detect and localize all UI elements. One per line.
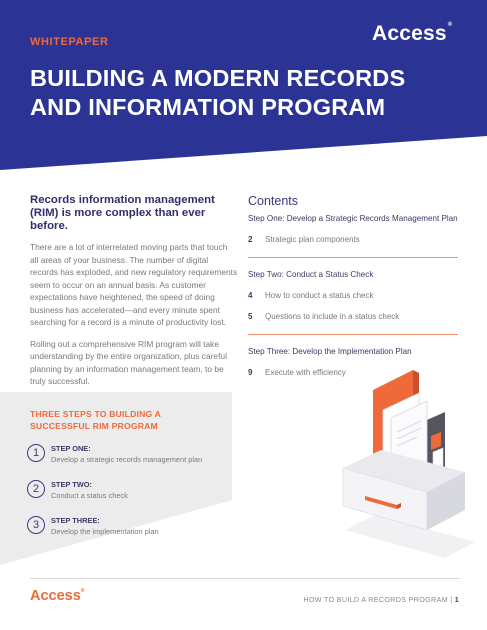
intro-heading: Records information management (RIM) is more complex than ever before.: [30, 194, 215, 232]
footer-page-info: [303, 595, 459, 604]
step-number-circle: 3: [27, 516, 45, 534]
step-description: Develop a strategic records management plan: [51, 455, 203, 464]
toc-page-number: 2: [248, 235, 253, 244]
toc-entry-text: Strategic plan components: [265, 235, 360, 244]
step-number-circle: 1: [27, 444, 45, 462]
toc-section-heading[interactable]: Step Two: Conduct a Status Check: [248, 270, 374, 279]
intro-paragraph: There are a lot of interrelated moving parts that touch all areas of your business. The number of digital records has exploded, and new regulatory requirements seem to occur on an annual basis. As customer expectations have heightened, the speed of doing business has accelerated—and every minute spent searching for a record is a minute of productivity lost.: [30, 242, 238, 327]
toc-page-number: 9: [248, 368, 253, 377]
toc-page-number: 4: [248, 291, 253, 300]
toc-section-heading[interactable]: Step Three: Develop the Implementation Plan: [248, 347, 412, 356]
step-description: Conduct a status check: [51, 491, 128, 500]
toc-page-number: 5: [248, 312, 253, 321]
footer-separator: |: [450, 595, 453, 604]
toc-entry[interactable]: [248, 235, 458, 245]
footer-registered-mark: ®: [80, 588, 85, 594]
toc-section-heading[interactable]: Step One: Develop a Strategic Records Management Plan: [248, 214, 458, 223]
intro-paragraph: Rolling out a comprehensive RIM program will take understanding by the entire organization, plus careful planning by an information management team, to be truly successful.: [30, 338, 227, 386]
step-label: STEP ONE:: [51, 444, 91, 453]
footer-page-number: 1: [454, 595, 459, 604]
contents-title: Contents: [248, 194, 299, 208]
toc-divider: [248, 257, 458, 258]
step-description: Develop the implementation plan: [51, 527, 159, 536]
steps-title: THREE STEPS TO BUILDING A SUCCESSFUL RIM PROGRAM: [30, 409, 161, 431]
toc-divider: [248, 334, 458, 335]
footer-access-logo: [30, 588, 84, 604]
registered-mark: ®: [447, 22, 453, 28]
step-two: [27, 480, 227, 510]
footer-logo-text: Access: [30, 588, 81, 604]
toc-entry-text: How to conduct a status check: [265, 291, 374, 300]
footer-doc-title: HOW TO BUILD A RECORDS PROGRAM: [303, 595, 448, 604]
step-label: STEP THREE:: [51, 516, 100, 525]
table-of-contents: [248, 194, 458, 378]
toc-entry-text: Execute with efficiency: [265, 368, 346, 377]
toc-entry[interactable]: [248, 291, 458, 301]
intro-section: [30, 194, 238, 397]
toc-entry[interactable]: [248, 312, 458, 322]
step-label: STEP TWO:: [51, 480, 92, 489]
step-three: [27, 516, 227, 546]
whitepaper-tag: WHITEPAPER: [30, 36, 109, 48]
document-title: BUILDING A MODERN RECORDS AND INFORMATION PROGRAM: [30, 65, 406, 120]
footer-divider: [30, 578, 460, 579]
file-drawer-illustration: [335, 360, 475, 560]
step-one: [27, 444, 227, 474]
logo-text: Access: [372, 22, 447, 45]
toc-entry-text: Questions to include in a status check: [265, 312, 400, 321]
step-number-circle: 2: [27, 480, 45, 498]
